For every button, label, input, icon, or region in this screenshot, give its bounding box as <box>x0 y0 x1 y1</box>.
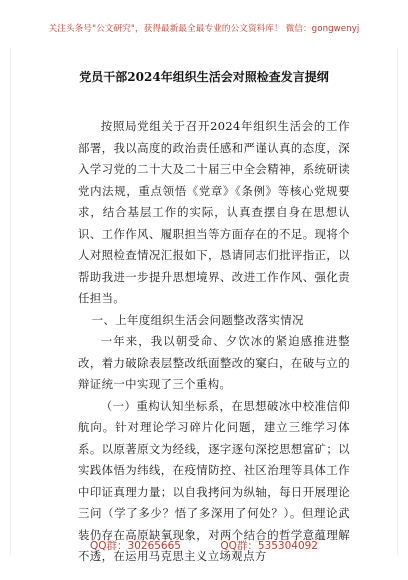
document-title: 党员干部2024年组织生活会对照检查发言提纲 <box>79 70 329 84</box>
footer-qq-group-2: QQ群：535304092 <box>220 540 318 552</box>
document-body <box>78 116 350 568</box>
footer-contacts <box>0 538 408 553</box>
subsection-1-text: 针对理论学习碎片化问题，建立三维学习体系。以原著原文为经线，逐字逐句深挖思想富矿；以实践体悟为纬线，在疫情防控、社区治理等具体工作中印证真理力量；以自我拷问为纵轴，每日开展理论三问（学了多少？悟了多深用了何处？）。但理论武装仍存在高原缺氧现象，对两个结合的哲学意蕴理解不透，在运用马克思主义立场观点方 <box>78 420 350 563</box>
subsection-heading-1: （一）重构认知坐标系，在思想破冰中校准信仰航向。 <box>78 398 350 434</box>
section-heading-1: 一、上年度组织生活会问题整改落实情况 <box>91 312 304 327</box>
intro-paragraph: 按照局党组关于召开2024年组织生活会的工作部署，我以高度的政治责任感和严谨认真的态度，深入学习党的二十大及二十届三中全会精神，系统研读党内法规，重点领悟《党章》《条例》等核心党规要求，结合基层工作的实际，认真查摆自身在思想认识、工作作风、履职担当等方面存在的不足。现将个人对照检查情况汇报如下，恳请同志们批评指正，以帮助我进一步提升思想境界、改进工作作风、强化责任担当。 <box>78 119 350 305</box>
section-1-paragraph: 一年来，我以朝受命、夕饮冰的紧迫感推进整改，着力破除表层整改纸面整改的窠臼，在破与立的辩证统一中实现了三个重构。 <box>78 334 350 391</box>
promo-banner: 关注头条号"公文研究"，获得最新最全最专业的公文资料库！ 微信：gongwenyj <box>48 24 360 34</box>
footer-qq-group-1: QQ群：30265665 <box>90 540 181 552</box>
